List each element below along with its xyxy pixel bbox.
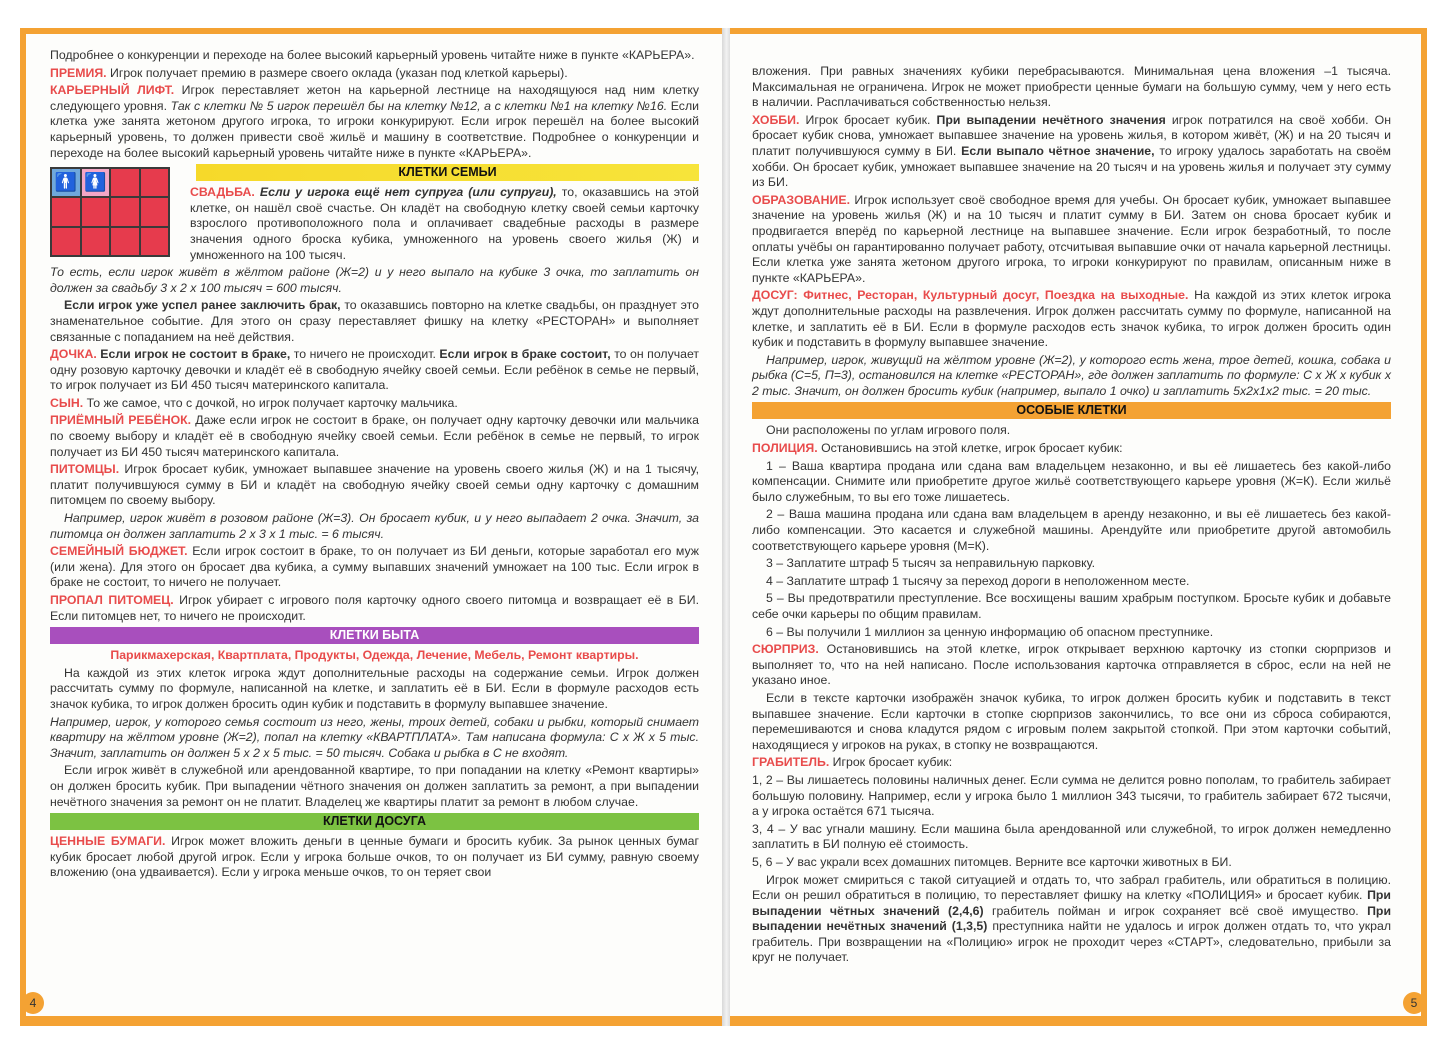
- pol-heading: ПОЛИЦИЯ.: [752, 441, 818, 456]
- cb-paragraph: [50, 834, 699, 881]
- pol-item-5: 5 – Вы предотвратили преступление. Все восхищены вашим храбрым поступком. Бросьте кубик и добавьте себе очки карьеры по общим правилам.: [752, 591, 1391, 621]
- man-icon: 🚹: [52, 169, 80, 196]
- byt-example: [50, 715, 699, 762]
- hobby-paragraph: [752, 113, 1391, 191]
- hobby-text-2: игрок потратился на своё хобби. Он бросает кубик снова, умножает выпавшее значение на уровень жилья, в котором живёт, (Ж) и на 20 тысяч и платит получившуюся сумму в БИ.: [752, 112, 1391, 158]
- priem-text: Даже если игрок не состоит в браке, он получает одну карточку девочки или мальчика по своему выбору и кладёт её в свободную ячейку своей семьи. Если ребёнок в семье не первый, то игрок получает из БИ 450 тысяч материнского капитала.: [50, 413, 699, 459]
- byt-text-2: Если игрок живёт в служебной или арендованной квартире, то при попадании на клетку «Ремонт квартиры» он должен бросить кубик. При выпадении чётного значения он должен заплатить за ремонт, а при выпадении нечётного значения за ремонт он не платит. Владелец же квартиры платит за ремонт в любом случае.: [50, 763, 699, 809]
- dosug-example: [752, 353, 1391, 400]
- cb-continued: вложения. При равных значениях кубики перебрасываются. Минимальная цена вложения –1 тысяча. Максимальная не ограничена. Игрок не может приобрести ценные бумаги на большую сумму, чем у него есть в наличии. Расплачиваться собственностью нельзя.: [752, 64, 1391, 110]
- dosug-text: На каждой из этих клеток игрока ждут дополнительные расходы на развлечения. Игрок должен рассчитать сумму по формуле, написанной на клетке, и заплатить её в БИ. Если в формуле расходов есть значок кубика, то игрок должен бросить один кубик и подставить в формулу выпавшее значение.: [752, 288, 1392, 350]
- family-cell: [111, 198, 139, 225]
- grab-text-3: грабитель пойман и игрок сохраняет всё своё имущество.: [991, 903, 1359, 918]
- grab-text-4: преступника найти не удалось и игрок должен отдать то, что украл грабитель. При возвращении на «Полицию» игрок не проходит через «СТАРТ», следовательно, прибыли за круг не получает.: [752, 919, 1392, 965]
- propal-text: Игрок убирает с игрового поля карточку одного своего питомца и возвращает её в БИ. Если питомцев нет, то ничего не происходит.: [50, 593, 699, 623]
- pol-paragraph: [752, 441, 1391, 457]
- pit-text: Игрок бросает кубик, умножает выпавшее значение на уровень своего жилья (Ж) и на 1 тысячу, платит получившуюся сумму в БИ и кладёт на свободную ячейку своей семьи одну карточку с домашним питомцем по своему выбору.: [50, 462, 699, 508]
- doch-condition-1: Если игрок не состоит в браке,: [100, 347, 291, 362]
- grab-text-2a: Игрок может смириться с такой ситуацией и отдать то, что забрал грабитель, или обратиться в полицию. Если он решил обратиться в полицию, то переставляет фишку на клетку «ПОЛИЦИЯ» и бросает кубик.: [752, 872, 1391, 903]
- grab-condition-1: При выпадении чётных значений (2,4,6): [752, 888, 1391, 918]
- woman-icon: 🚺: [82, 169, 110, 196]
- doch-text-2: то он получает одну розовую карточку девочки и кладёт её в свободную ячейку своей семьи. Если ребёнок в семье не первый, то игрок получает из БИ 450 тысяч материнского капитала.: [50, 347, 700, 393]
- syn-paragraph: [50, 396, 699, 412]
- family-cell: [141, 198, 169, 225]
- hobby-condition-2: Если выпало чётное значение,: [961, 143, 1155, 158]
- grab-paragraph: [752, 755, 1391, 771]
- premia-text: Игрок получает премию в размере своего оклада (указан под клеткой карьеры).: [110, 65, 568, 80]
- budget-heading: СЕМЕЙНЫЙ БЮДЖЕТ.: [50, 544, 188, 559]
- propal-heading: ПРОПАЛ ПИТОМЕЦ.: [50, 593, 174, 607]
- family-cell: [141, 169, 169, 196]
- obr-text: Игрок использует своё свободное время для учебы. Он бросает кубик, умножает выпавшее значение на уровень жилья (Ж) и на 10 тысяч и платит сумму в БИ. Затем он снова бросает кубик и продвигается вперёд по карьерной лестнице на выпавшее значение. Если игрок безработный, то после оплаты учёбы он гарантированно получает работу, отсчитывая выпавшие очки от начала карьерной лестницы. Если клетка уже занята жетоном другого игрока, то игроки конкурируют по правилам, описанным ниже в пункте «КАРЬЕРА».: [752, 192, 1391, 285]
- family-cell: [82, 198, 110, 225]
- dosug-heading: ДОСУГ: Фитнес, Ресторан, Культурный досуг, Поездка на выходные.: [752, 288, 1189, 303]
- family-section-band: КЛЕТКИ СЕМЬИ: [196, 164, 699, 181]
- svadba-example-text: То есть, если игрок живёт в жёлтом районе (Ж=2) и у него выпало на кубике 3 очка, то заплатить он должен за свадьбу 3 х 2 х 100 тысяч = 600 тысяч.: [50, 265, 699, 295]
- lift-text: Игрок переставляет жетон на карьерной лестнице на находящуюся над ним клетку следующего уровня.: [50, 83, 699, 113]
- grab-text-2: [752, 873, 1391, 967]
- family-cell: [52, 228, 80, 255]
- page-number-right: 5: [1403, 992, 1425, 1014]
- family-cell: [52, 198, 80, 225]
- pit-example: [50, 511, 699, 542]
- doch-paragraph: [50, 347, 699, 394]
- obr-heading: ОБРАЗОВАНИЕ.: [752, 192, 850, 207]
- doch-text-1: то ничего не происходит.: [293, 347, 436, 362]
- grab-item-12: 1, 2 – Вы лишаетесь половины наличных денег. Если сумма не делится ровно пополам, то грабитель забирает большую половину. Например, если у игрока было 1 миллион 343 тысячи, то грабитель забирает 672 тысячи, а у игрока остаётся 671 тысяча.: [752, 772, 1391, 819]
- cb-heading: ЦЕННЫЕ БУМАГИ.: [50, 834, 166, 849]
- left-column: [50, 48, 699, 883]
- hobby-condition-1: При выпадении нечётного значения: [936, 112, 1166, 127]
- right-column: [752, 64, 1391, 968]
- propal-paragraph: [50, 593, 699, 624]
- budget-paragraph: [50, 544, 699, 591]
- lift-text-2: Если клетка уже занята жетоном другого игрока, то игроки конкурируют. Если игрок перешёл на более высокий карьерный уровень, то должен привести своё жильё и машину в соответствие. Подробнее о конкуренции и переходе на более высокий карьерный уровень читайте ниже в пункте «КАРЬЕРА».: [50, 98, 699, 160]
- byt-text: На каждой из этих клеток игрока ждут дополнительные расходы на содержание семьи. Игрок должен рассчитать сумму по формуле, написанной на клетке, и заплатить её в БИ. Если в формуле расходов есть значок кубика, то игрок должен бросить один кубик и подставить в формулу выпавшее значение.: [50, 665, 699, 711]
- svadba-text-2: то оказавшись повторно на клетке свадьбы, он празднует это знаменательное событие. Для этого он сразу переставляет фишку на клетку «РЕСТОРАН» и выполняет связанные с попаданием на неё действия.: [50, 298, 699, 344]
- obr-paragraph: [752, 193, 1391, 287]
- premia-paragraph: [50, 66, 699, 82]
- svadba-condition-2: Если игрок уже успел ранее заключить брак,: [64, 298, 341, 313]
- grab-text: Игрок бросает кубик:: [832, 755, 953, 770]
- family-cell: [82, 228, 110, 255]
- byt-section-band: КЛЕТКИ БЫТА: [50, 627, 699, 644]
- byt-example-text: Например, игрок, у которого семья состоит из него, жены, троих детей, собаки и рыбки, который снимает квартиру на жёлтом уровне (Ж=2), попал на клетку «КВАРТПЛАТА». Там написана формула: С х Ж х 5 тыс. Значит, заплатить он должен 5 х 2 х 5 тыс. = 50 тысяч. Собака и рыбка в С не входят.: [50, 714, 699, 760]
- syn-heading: СЫН.: [50, 395, 84, 410]
- dosug-section-band: КЛЕТКИ ДОСУГА: [50, 813, 699, 830]
- grab-item-34: 3, 4 – У вас угнали машину. Если машина была арендованной или служебной, то игрок должен немедленно заплатить в БИ полную её стоимость.: [752, 821, 1391, 852]
- priem-paragraph: [50, 413, 699, 460]
- dosug-paragraph: [752, 288, 1391, 350]
- premia-heading: ПРЕМИЯ.: [50, 65, 107, 80]
- sur-text: Остановившись на этой клетке, игрок открывает верхнюю карточку из стопки сюрпризов и выполняет то, что на ней написано. После использования карточка отправляется в сброс, если на ней не указано иное.: [752, 642, 1391, 688]
- special-section-band: ОСОБЫЕ КЛЕТКИ: [752, 402, 1391, 419]
- svadba-paragraph-2: [50, 298, 699, 345]
- sur-text-2: Если в тексте карточки изображён значок кубика, то игрок должен бросить кубик и подставить в текст выпавшее значение. Если карточки в стопке сюрпризов закончились, то все они из сброса собираются, перемешиваются и снова кладутся рядом с игровым полем закрытой стопкой. При этом карточки событий, находящиеся у игроков на руках, в стопку не возвращаются.: [752, 690, 1391, 752]
- pol-item-2: 2 – Ваша машина продана или сдана вам владельцем в аренду незаконно, и вы её лишаетесь без какой-либо компенсации. Это касается и служебной машины. Арендуйте или приобретите другой автомобиль соответствующего карьере уровня (М=К).: [752, 507, 1391, 553]
- intro-text: Подробнее о конкуренции и переходе на более высокий карьерный уровень читайте ниже в пункте «КАРЬЕРА».: [50, 48, 695, 62]
- hobby-heading: ХОББИ.: [752, 112, 800, 127]
- lift-paragraph: [50, 83, 699, 161]
- sur-paragraph: [752, 642, 1391, 689]
- special-intro: Они расположены по углам игрового поля.: [766, 423, 1011, 438]
- budget-text: Если игрок состоит в браке, то он получает из БИ деньги, которые заработал его муж (или жена). Для этого он бросает два кубика, а сумму выпавших значений умножает на 100 тыс. Если игрок в браке не состоит, то ничего не получает.: [50, 544, 700, 590]
- grab-condition-2: При выпадении нечётных значений (1,3,5): [752, 903, 1392, 934]
- svadba-condition: Если у игрока ещё нет супруга (или супруги),: [259, 185, 557, 200]
- doch-condition-2: Если игрок в браке состоит,: [439, 347, 611, 362]
- hobby-text-3: то игроку удалось заработать на своём хобби. Он бросает кубик, умножает выпавшее значение на 20 тысяч и на уровень жилья и получает эту сумму из БИ.: [752, 143, 1392, 190]
- left-page: [20, 28, 723, 1026]
- grab-heading: ГРАБИТЕЛЬ.: [752, 755, 830, 770]
- doch-heading: ДОЧКА.: [50, 347, 97, 362]
- pol-item-6: 6 – Вы получили 1 миллион за ценную информацию об опасном преступнике.: [766, 624, 1214, 639]
- cb-text: Игрок может вложить деньги в ценные бумаги и бросить кубик. За рынок ценных бумаг кубик бросает любой другой игрок. Если у игрока больше очков, то он получает из БИ сумму, равную своему вложению (она удваивается). Если у игрока меньше очков, то он теряет свои: [50, 834, 699, 880]
- pol-item-1: 1 – Ваша квартира продана или сдана вам владельцем незаконно, и вы её лишаетесь без какой-либо компенсации. Снимите или приобретите другое жильё соответствующего карьере уровня (Ж=К). Если жильё было служебным, то вы его тоже лишаетесь.: [752, 458, 1391, 504]
- pit-example-text: Например, игрок живёт в розовом районе (Ж=3). Он бросает кубик, и у него выпадает 2 очка. Значит, за питомца он должен заплатить 2 х 3 х 1 тыс. = 6 тысяч.: [50, 511, 699, 541]
- pol-text: Остановившись на этой клетке, игрок бросает кубик:: [821, 441, 1123, 456]
- pol-item-4: 4 – Заплатите штраф 1 тысячу за переход дороги в неположенном месте.: [766, 573, 1190, 588]
- pit-heading: ПИТОМЦЫ.: [50, 462, 120, 477]
- pit-paragraph: [50, 462, 699, 509]
- page-number-left: 4: [22, 992, 44, 1014]
- family-cell: [111, 169, 139, 196]
- grab-item-56: 5, 6 – У вас украли всех домашних питомцев. Верните все карточки животных в БИ.: [752, 854, 1232, 869]
- family-grid-illustration: [50, 167, 170, 257]
- svadba-example: [50, 265, 699, 296]
- svadba-text: то, оказавшись на этой клетке, он нашёл своё счастье. Он кладёт на свободную клетку своей семьи карточку взрослого противоположного пола и оплачивает свадебные расходы в размере значения одного броска кубика, умноженного на уровень своего жилья (Ж) и умноженного на 100 тысяч.: [190, 185, 699, 262]
- hobby-text-1: Игрок бросает кубик.: [805, 112, 931, 127]
- dosug-example-text: Например, игрок, живущий на жёлтом уровне (Ж=2), у которого есть жена, трое детей, кошка, собака и рыбка (С=5, П=3), остановился на клетке «РЕСТОРАН», где должен заплатить по формуле: С х Ж х кубик х 2 тыс. Значит, он должен бросить кубик (например, выпало 1 очко) и заплатить 5х2х1х2 тыс. = 20 тыс.: [752, 352, 1391, 398]
- byt-subheading: Парикмахерская, Квартплата, Продукты, Одежда, Лечение, Мебель, Ремонт квартиры.: [110, 648, 639, 663]
- syn-text: То же самое, что с дочкой, но игрок получает карточку мальчика.: [86, 395, 458, 410]
- family-cell: [141, 228, 169, 255]
- priem-heading: ПРИЁМНЫЙ РЕБЁНОК.: [50, 413, 192, 428]
- family-cell: [111, 228, 139, 255]
- lift-example: Так с клетки № 5 игрок перешёл бы на клетку №12, а с клетки №1 на клетку №16.: [170, 98, 668, 113]
- sur-heading: СЮРПРИЗ.: [752, 642, 819, 657]
- lift-heading: КАРЬЕРНЫЙ ЛИФТ.: [50, 83, 175, 98]
- svadba-heading: СВАДЬБА.: [190, 185, 255, 200]
- right-page: [730, 28, 1427, 1026]
- pol-item-3: 3 – Заплатите штраф 5 тысяч за неправильную парковку.: [766, 556, 1095, 571]
